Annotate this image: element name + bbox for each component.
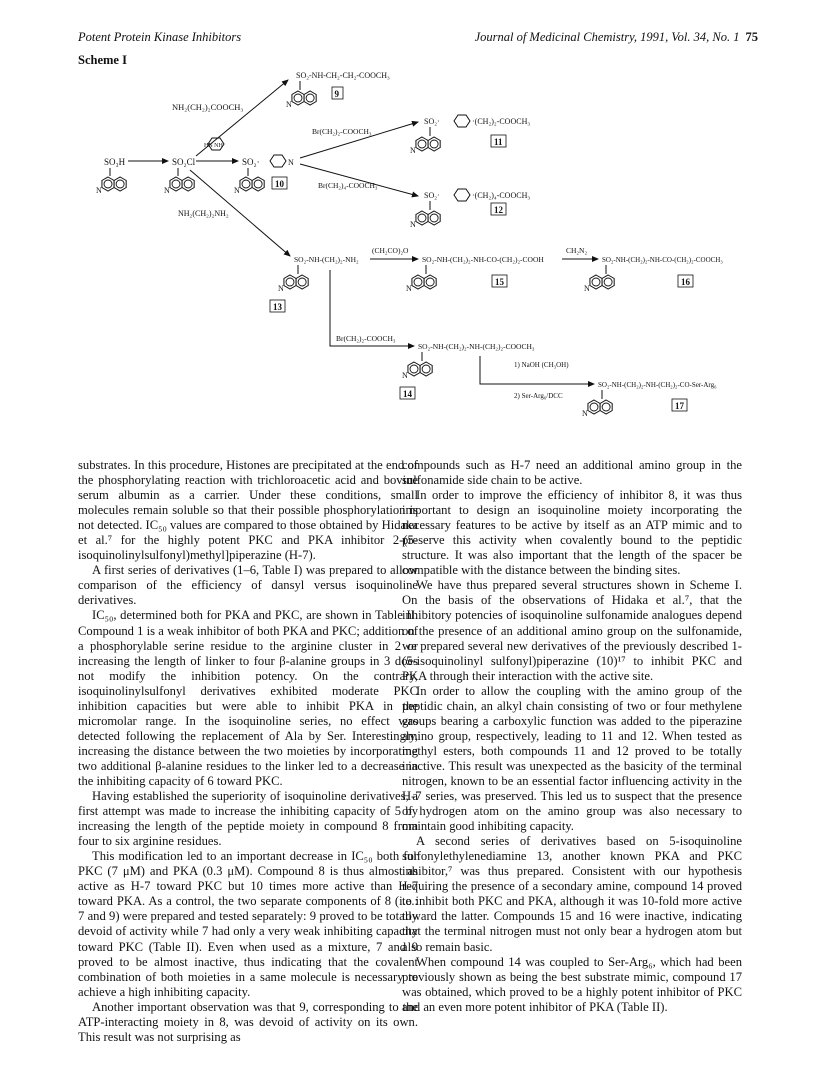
paragraph: compounds such as H-7 need an additional amino group in the sulfonamide side chain to be active. <box>402 458 742 488</box>
isoquinoline-ring-13 <box>284 275 308 289</box>
group-compound-15: SO₂-NH-(CH₂)₂-NH-CO-(CH₂)₂-COOH <box>422 255 544 264</box>
page-number: 75 <box>745 30 758 44</box>
reaction-arrow <box>196 80 288 156</box>
ring-nitrogen-label: N <box>406 284 412 293</box>
compound-number-9: 9 <box>334 89 339 99</box>
isoquinoline-ring-start <box>102 177 126 191</box>
paragraph: In order to allow the coupling with the amino group of the peptidic chain, an alkyl chain consisting of two or four methylene groups bearing a carboxylic function was added to the piperazine amino group, respectively, leading to 11 and 12. When tested as methyl esters, both compounds 11 and 12 proved to be totally inactive. This result was unexpected as the basicity of the terminal nitrogen, known to be an essential factor influencing activity in the H-7 series, was preserved. This led us to suspect that the presence of hydrogen atom on the amino group was also necessary to maintain good inhibiting capacity. <box>402 683 742 834</box>
isoquinoline-ring-14 <box>408 362 432 376</box>
isoquinoline-ring-16 <box>590 275 614 289</box>
paragraph: Having established the superiority of isoquinoline derivatives, a first attempt was made to increase the inhibiting capacity of 5 by increasing the length of the peptide moiety in compound 8 from four to six arginine residues. <box>78 789 418 849</box>
body-column-right <box>402 458 742 1015</box>
reaction-arrow <box>300 164 418 196</box>
ring-nitrogen-label: N <box>582 409 588 418</box>
reagent-bromo-c2b: Br(CH₂)₂-COOCH₃ <box>336 334 396 343</box>
reagent-bromo-c2: Br(CH₂)₂-COOCH₃ <box>312 127 372 136</box>
reagent-ala-ester: NH₂(CH₂)₂COOCH₃ <box>172 102 244 112</box>
group-so2cl: SO₂Cl <box>172 157 196 167</box>
compound-number-15: 15 <box>495 277 504 287</box>
group-so3h: SO₃H <box>104 157 126 167</box>
group-compound-14: SO₂-NH-(CH₂)₂-NH-(CH₂)₂-COOCH₃ <box>418 342 535 351</box>
group-compound-17: SO₂-NH-(CH₂)₂-NH-(CH₂)₂-CO-Ser-Arg₆ <box>598 381 717 389</box>
compound-number-11: 11 <box>494 137 503 147</box>
compound-number-13: 13 <box>273 302 282 312</box>
isoquinoline-ring-10 <box>240 177 264 191</box>
compound-number-12: 12 <box>494 205 503 215</box>
ring-nitrogen-label: N <box>410 220 416 229</box>
paragraph: substrates. In this procedure, Histones are precipitated at the end of the phosphorylating reaction with trichloroacetic acid and bovine serum albumin as a carrier. Under these conditions, small molecules remain soluble so that their possible phosphorylation is not detected. IC₅₀ values are compared to those obtained by Hidaka et al.⁷ for the highly potent PKC and PKA inhibitor 2-(5-isoquinolinylsulfonyl)methyl]piperazine (H-7). <box>78 458 418 563</box>
isoquinoline-ring-11 <box>416 137 440 151</box>
reagent-step-2: 2) Ser-Arg₆/DCC <box>514 392 563 400</box>
compound-number-10: 10 <box>275 179 284 189</box>
ring-nitrogen-label: N <box>234 186 240 195</box>
isoquinoline-ring-chloride <box>170 177 194 191</box>
reagent-bromo-c4: Br(CH₂)₄-COOCH₃ <box>318 181 378 190</box>
paragraph: We have thus prepared several structures shown in Scheme I. On the basis of the observations of Hidaka et al.⁷, that the inhibitory potencies of isoquinoline sulfonamide analogues depend on the presence of an additional amino group on the sulfonamide, we prepared several new derivatives of the previously described 1-(5-isoquinolinyl sulfonyl)piperazine (10)¹⁷ to inhibit PKC and PKA through their interaction with the active site. <box>402 578 742 683</box>
piperazine-ring-10 <box>270 155 286 167</box>
ring-nitrogen-label: N <box>584 284 590 293</box>
reagent-piperazine: HN NH <box>204 143 223 149</box>
reaction-scheme <box>0 60 820 440</box>
reagent-succinic-anhydride: (CH₂CO)₂O <box>372 246 409 255</box>
isoquinoline-ring-17 <box>588 400 612 414</box>
group-compound-12: ·(CH₂)₄-COOCH₃ <box>472 191 531 200</box>
paragraph: IC₅₀, determined both for PKA and PKC, are shown in Table II. Compound 1 is a weak inhibitor of both PKA and PKC; addition of a phosphorylable serine residue to the arginine cluster in 2 or increasing the length of linker to four β-alanine groups in 3 does not modify the inhibition potency. On the contrary, isoquinolinylsulfonyl derivatives exhibited moderate PKC inhibition capacities but were able to inhibit PKA in the micromolar range. In the isoquinoline series, no effect was detected following the replacement of Ala by Ser. Interestingly, increasing the distance between the two moieties by incorporating two additional β-alanine residues to the linker led to a decrease in the inhibiting capacity of 6 toward PKC. <box>78 608 418 788</box>
group-so2-piperazine: SO₂· <box>424 191 440 200</box>
reagent-ethylenediamine: NH₂(CH₂)₂NH₂ <box>178 209 229 218</box>
group-compound-13: SO₂-NH-(CH₂)₂-NH₂ <box>294 255 359 264</box>
scheme-label: Scheme I <box>78 53 127 67</box>
group-compound-11: ·(CH₂)₂-COOCH₃ <box>472 117 531 126</box>
group-compound-9: SO₂-NH-CH₂-CH₂-COOCH₃ <box>296 71 390 80</box>
paragraph: When compound 14 was coupled to Ser-Arg₆, which had been previously shown as being the best substrate mimic, compound 17 was obtained, which proved to be a highly potent inhibitor of PKC and an even more potent inhibitor of PKA (Table II). <box>402 954 742 1014</box>
journal-citation: Journal of Medicinal Chemistry, 1991, Vol. 34, No. 1 <box>474 30 740 44</box>
group-compound-16: SO₂-NH-(CH₂)₂-NH-CO-(CH₂)₂-COOCH₃ <box>602 256 723 264</box>
isoquinoline-ring-15 <box>412 275 436 289</box>
isoquinoline-ring-9 <box>292 91 316 105</box>
paragraph: In order to improve the efficiency of inhibitor 8, it was thus important to design an isoquinoline moiety incorporating the necessary features to be active by itself as an ATP mimic and to preserve this activity when covalently bound to the peptidic structure. It was also important that the length of the spacer be compatible with the distance between the binding sites. <box>402 488 742 578</box>
compound-number-16: 16 <box>681 277 690 287</box>
ring-nitrogen-label: N <box>286 100 292 109</box>
running-header-journal <box>475 30 758 45</box>
piperazine-ring-11 <box>454 115 470 127</box>
paragraph: A first series of derivatives (1–6, Table I) was prepared to allow comparison of the efficiency of dansyl versus isoquinoline derivatives. <box>78 563 418 608</box>
ring-nitrogen-label: N <box>402 371 408 380</box>
ring-nitrogen-label: N <box>288 158 294 167</box>
paragraph: This modification led to an important decrease in IC₅₀ both for PKC (7 μM) and PKA (0.3 μM). Compound 8 is thus almost as active as H-7 toward PKC but 10 times more active than H-7 toward PKA. As a control, the two separate components of 8 (i.e.: 7 and 9) were prepared and tested separately: 9 proved to be totally devoid of activity while 7 had only a very weak inhibiting capacity toward PKC (Table II). Even when used as a mixture, 7 and 9 proved to be almost inactive, thus indicating that the covalent combination of both moieties in a same molecule is necessary to achieve a high inhibiting capacity. <box>78 849 418 999</box>
compound-number-17: 17 <box>675 401 684 411</box>
group-so2-piperazine: SO₂· <box>242 157 260 167</box>
reagent-diazomethane: CH₂N₂ <box>566 246 588 255</box>
piperazine-ring-12 <box>454 189 470 201</box>
compound-number-14: 14 <box>403 389 412 399</box>
body-column-left <box>78 458 418 1045</box>
paragraph: Another important observation was that 9, corresponding to the ATP-interacting moiety in 8, was devoid of activity on its own. This result was not surprising as <box>78 999 418 1044</box>
ring-nitrogen-label: N <box>278 284 284 293</box>
paragraph: A second series of derivatives based on 5-isoquinoline sulfonylethylenediamine 13, another known PKA and PKC inhibitor,⁷ was thus prepared. Consistent with our hypothesis requiring the presence of a secondary amine, compound 14 proved to inhibit both PKC and PKA, although it was 10-fold more active toward the latter. Compounds 15 and 16 were inactive, indicating that the terminal nitrogen must not only bear a hydrogen atom but also remain basic. <box>402 834 742 954</box>
ring-nitrogen-label: N <box>164 186 170 195</box>
isoquinoline-ring-12 <box>416 211 440 225</box>
reagent-step-1: 1) NaOH (CH₃OH) <box>514 361 569 369</box>
ring-nitrogen-label: N <box>410 146 416 155</box>
group-so2-piperazine: SO₂· <box>424 117 440 126</box>
running-header-title: Potent Protein Kinase Inhibitors <box>78 30 242 44</box>
ring-nitrogen-label: N <box>96 186 102 195</box>
